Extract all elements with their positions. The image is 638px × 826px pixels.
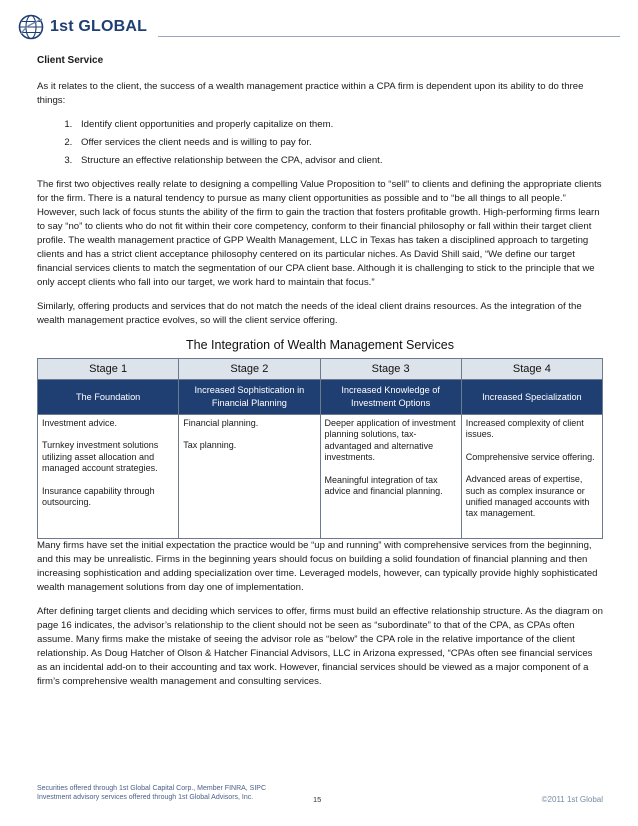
stage-cell bbox=[461, 415, 602, 539]
page-content bbox=[37, 54, 603, 699]
body-paragraph: The first two objectives really relate to designing a compelling Value Proposition to “sell” to clients and defining the appropriate clients for the firm. There is a natural tendency to pursue as many client opportunities as possible and to “be all things to all people.” However, such lack of focus stunts the ability of the firm to gain the traction that fosters profitable growth. High-performing firms learn to say “no” to clients who do not fit within their core competency, conform to their financial philosophy or fall within their target client profile. The wealth management practice of GPP Wealth Management, LLC in Texas has taken a disciplined approach to targeting clients and has a strict client acceptance philosophy centered on its particular niches. As David Shill said, “We define our target financial services clients to match the segmentation of our CPA client base. Although it is challenging to stick to the principle that we only accept clients who fall into our target, we work hard to maintain that focus.” bbox=[37, 179, 602, 288]
body-paragraph: Many firms have set the initial expectation the practice would be “up and running” with comprehensive services from the beginning, and this may be unrealistic. Firms in the beginning years should focus on building a solid foundation of financial planning and then increasing sophistication and adding specialization over time. Leveraged models, however, can typically provide highly sophisticated wealth management solutions from day one of implementation. bbox=[37, 540, 598, 593]
page-footer bbox=[37, 785, 603, 815]
intro-paragraph: As it relates to the client, the success of a wealth management practice within a CPA firm is dependent upon its ability to do three things: bbox=[37, 81, 584, 106]
section-heading: Client Service bbox=[37, 55, 104, 66]
body-paragraph: After defining target clients and deciding which services to offer, firms must build an effective relationship structure. As the diagram on page 16 indicates, the advisor’s relationship to the client should not be seen as “subordinate” to that of the CPA, as CPAs often assume. Many firms make the mistake of seeing the advisor role as “below” the CPA role in the relative importance of the client relationship. As Doug Hatcher of Olson & Hatcher Financial Advisors, LLC in Arizona expressed, “CPAs often see financial services as an incidental add-on to their accounting and tax work. However, financial services should be viewed as a major component of a firm’s comprehensive wealth management and consulting services. bbox=[37, 606, 603, 687]
cell-item: Advanced areas of expertise, such as complex insurance or unified managed accounts with tax management. bbox=[465, 474, 590, 519]
stage-header: Stage 1 bbox=[38, 359, 179, 380]
stage-cell bbox=[38, 415, 179, 539]
page-number: 15 bbox=[313, 795, 322, 804]
cell-item: Financial planning. bbox=[183, 418, 259, 428]
cell-item: Tax planning. bbox=[183, 440, 237, 451]
list-item: 1. Identify client opportunities and properly capitalize on them. bbox=[75, 118, 603, 132]
table-title: The Integration of Wealth Management Services bbox=[186, 338, 454, 352]
stage-cell bbox=[179, 415, 320, 539]
stage-header: Stage 3 bbox=[320, 359, 461, 380]
globe-icon bbox=[18, 14, 44, 40]
cell-item: Increased complexity of client issues. bbox=[465, 418, 584, 440]
cell-item: Meaningful integration of tax advice and financial planning. bbox=[324, 474, 443, 497]
cell-item: Insurance capability through outsourcing. bbox=[42, 485, 155, 508]
stage-subtitle: The Foundation bbox=[38, 380, 179, 415]
cell-item: Comprehensive service offering. bbox=[465, 451, 595, 462]
table-header-row bbox=[38, 359, 603, 380]
stage-subtitle: Increased Knowledge of Investment Options bbox=[320, 380, 461, 415]
stages-table bbox=[37, 358, 603, 539]
stage-cell bbox=[320, 415, 461, 539]
stage-subtitle: Increased Specialization bbox=[461, 380, 602, 415]
table-row bbox=[38, 415, 603, 539]
brand-name: 1st GLOBAL bbox=[50, 18, 148, 35]
stage-subtitle: Increased Sophistication in Financial Planning bbox=[179, 380, 320, 415]
cell-item: Turnkey investment solutions utilizing asset allocation and managed account strategies. bbox=[42, 440, 159, 474]
securities-disclosure: Securities offered through 1st Global Capital Corp., Member FINRA, SIPC bbox=[37, 785, 267, 792]
advisory-disclosure: Investment advisory services offered through 1st Global Advisors, Inc. bbox=[37, 794, 254, 801]
numbered-list bbox=[37, 118, 603, 168]
header-rule bbox=[158, 36, 620, 37]
cell-item: Deeper application of investment planning solutions, tax-advantaged and alternative investments. bbox=[324, 418, 456, 463]
list-item: 2. Offer services the client needs and is willing to pay for. bbox=[75, 136, 603, 150]
stage-header: Stage 4 bbox=[461, 359, 602, 380]
page-header bbox=[18, 14, 622, 42]
copyright-notice: ©2011 1st Global bbox=[541, 795, 603, 804]
table-subtitle-row bbox=[38, 380, 603, 415]
list-item: 3. Structure an effective relationship between the CPA, advisor and client. bbox=[75, 154, 603, 168]
body-paragraph: Similarly, offering products and services that do not match the needs of the ideal client drains resources. As the integration of the wealth management practice evolves, so will the client service offering. bbox=[37, 301, 582, 326]
cell-item: Investment advice. bbox=[42, 418, 118, 428]
stage-header: Stage 2 bbox=[179, 359, 320, 380]
